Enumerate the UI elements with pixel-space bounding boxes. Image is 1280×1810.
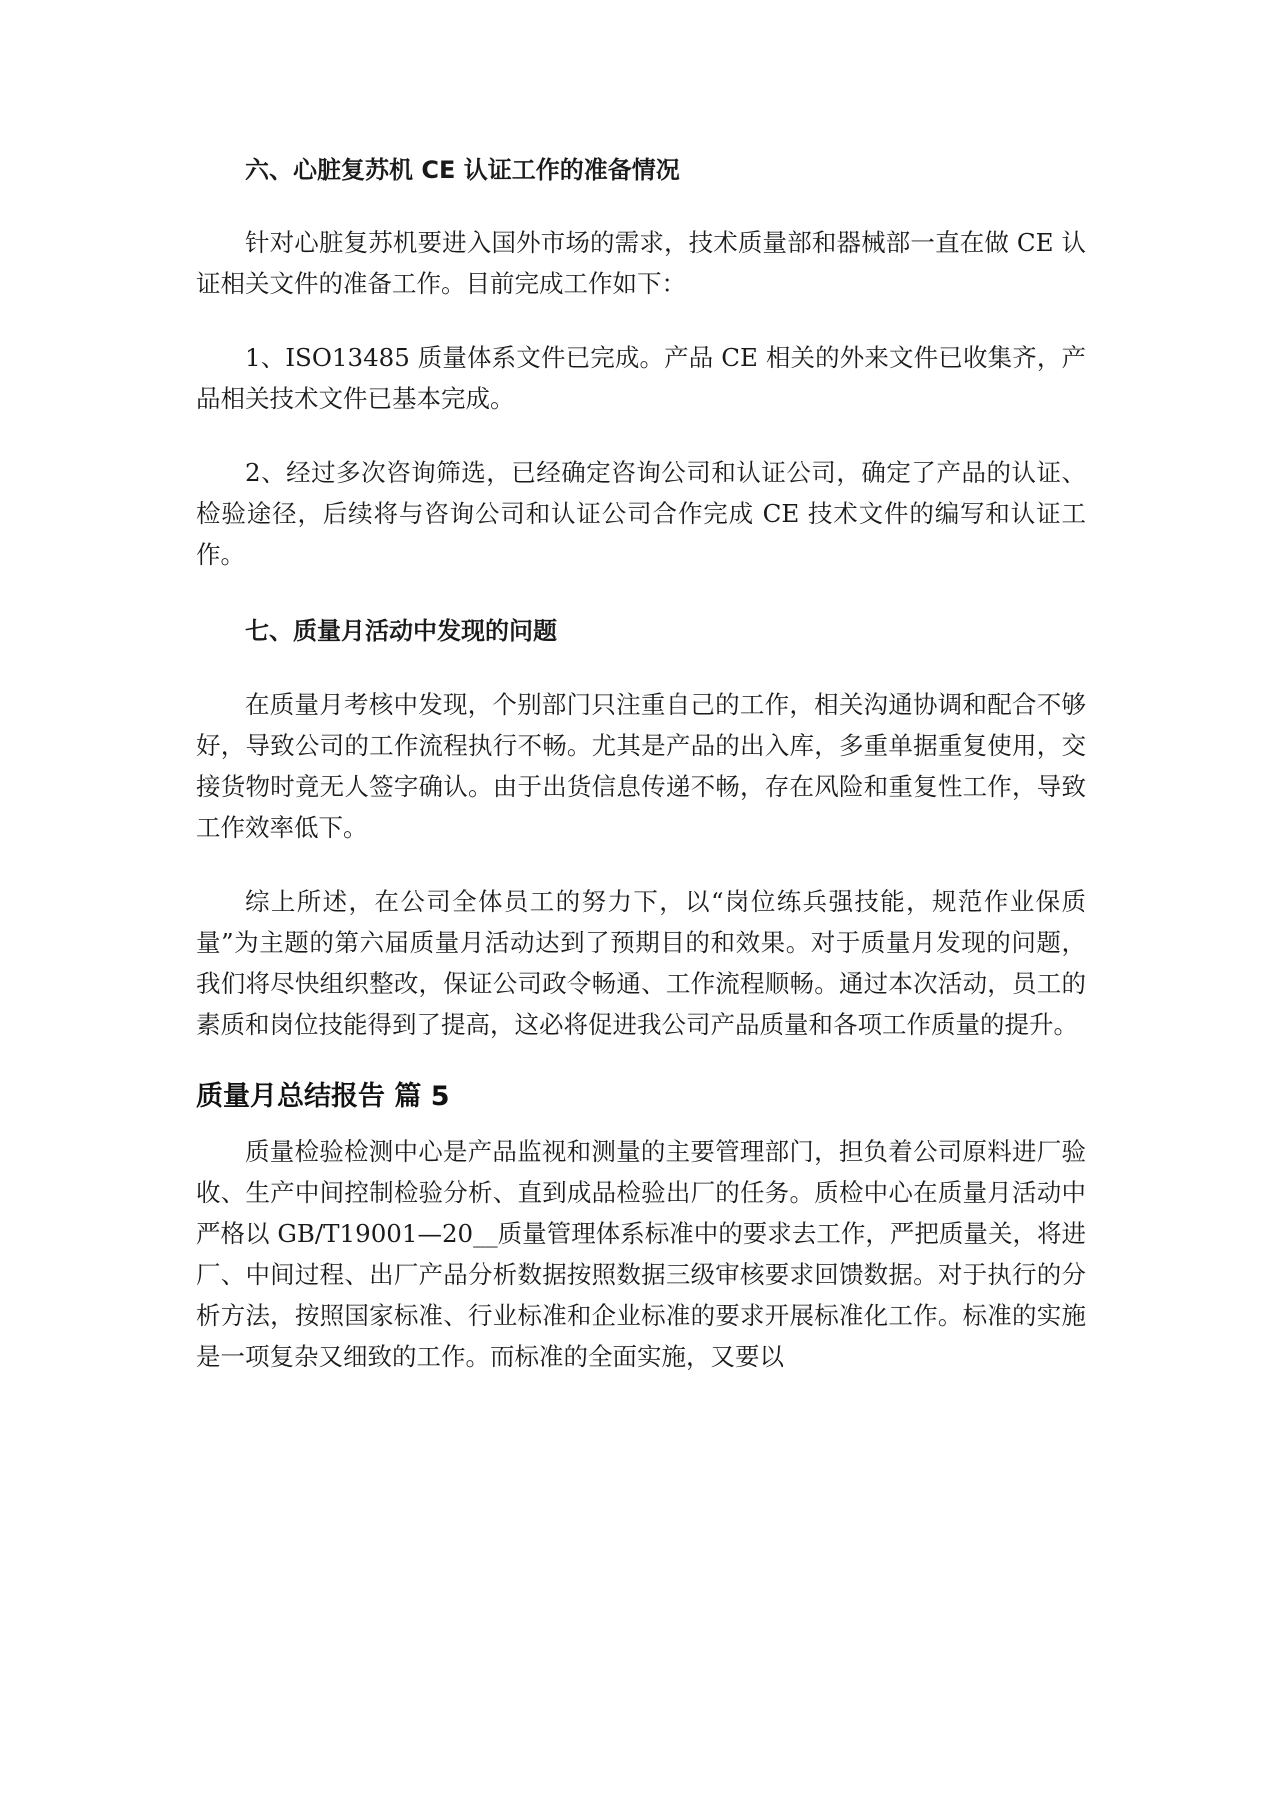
summary-paragraph: 综上所述，在公司全体员工的努力下，以“岗位练兵强技能，规范作业保质量”为主题的第六届质量月活动达到了预期目的和效果。对于质量月发现的问题，我们将尽快组织整改，保证公司政令畅通、工作流程顺畅。通过本次活动，员工的素质和岗位技能得到了提高，这必将促进我公司产品质量和各项工作质量的提升。 <box>196 887 1086 1039</box>
section-6-item-1: 1、ISO13485 质量体系文件已完成。产品 CE 相关的外来文件已收集齐，产品相关技术文件已基本完成。 <box>196 343 1086 413</box>
section-6-heading: 六、心脏复苏机 CE 认证工作的准备情况 <box>245 156 680 184</box>
section-6-item-2: 2、经过多次咨询筛选，已经确定咨询公司和认证公司，确定了产品的认证、检验途径，后续将与咨询公司和认证公司合作完成 CE 技术文件的编写和认证工作。 <box>196 458 1086 569</box>
part-5-paragraph: 质量检验检测中心是产品监视和测量的主要管理部门，担负着公司原料进厂验收、生产中间控制检验分析、直到成品检验出厂的任务。质检中心在质量月活动中严格以 GB/T19001—20__质量管理体系标准中的要求去工作，严把质量关，将进厂、中间过程、出厂产品分析数据按照数据三级审核要求回馈数据。对于执行的分析方法，按照国家标准、行业标准和企业标准的要求开展标准化工作。标准的实施是一项复杂又细致的工作。而标准的全面实施，又要以 <box>196 1137 1086 1371</box>
document-page <box>196 150 1086 1377</box>
section-7-paragraph: 在质量月考核中发现，个别部门只注重自己的工作，相关沟通协调和配合不够好，导致公司的工作流程执行不畅。尤其是产品的出入库，多重单据重复使用，交接货物时竟无人签字确认。由于出货信息传递不畅，存在风险和重复性工作，导致工作效率低下。 <box>196 690 1086 842</box>
part-5-heading: 质量月总结报告 篇 5 <box>196 1081 450 1112</box>
section-7-heading: 七、质量月活动中发现的问题 <box>245 617 557 645</box>
section-6-paragraph-intro: 针对心脏复苏机要进入国外市场的需求，技术质量部和器械部一直在做 CE 认证相关文件的准备工作。目前完成工作如下： <box>196 228 1086 298</box>
